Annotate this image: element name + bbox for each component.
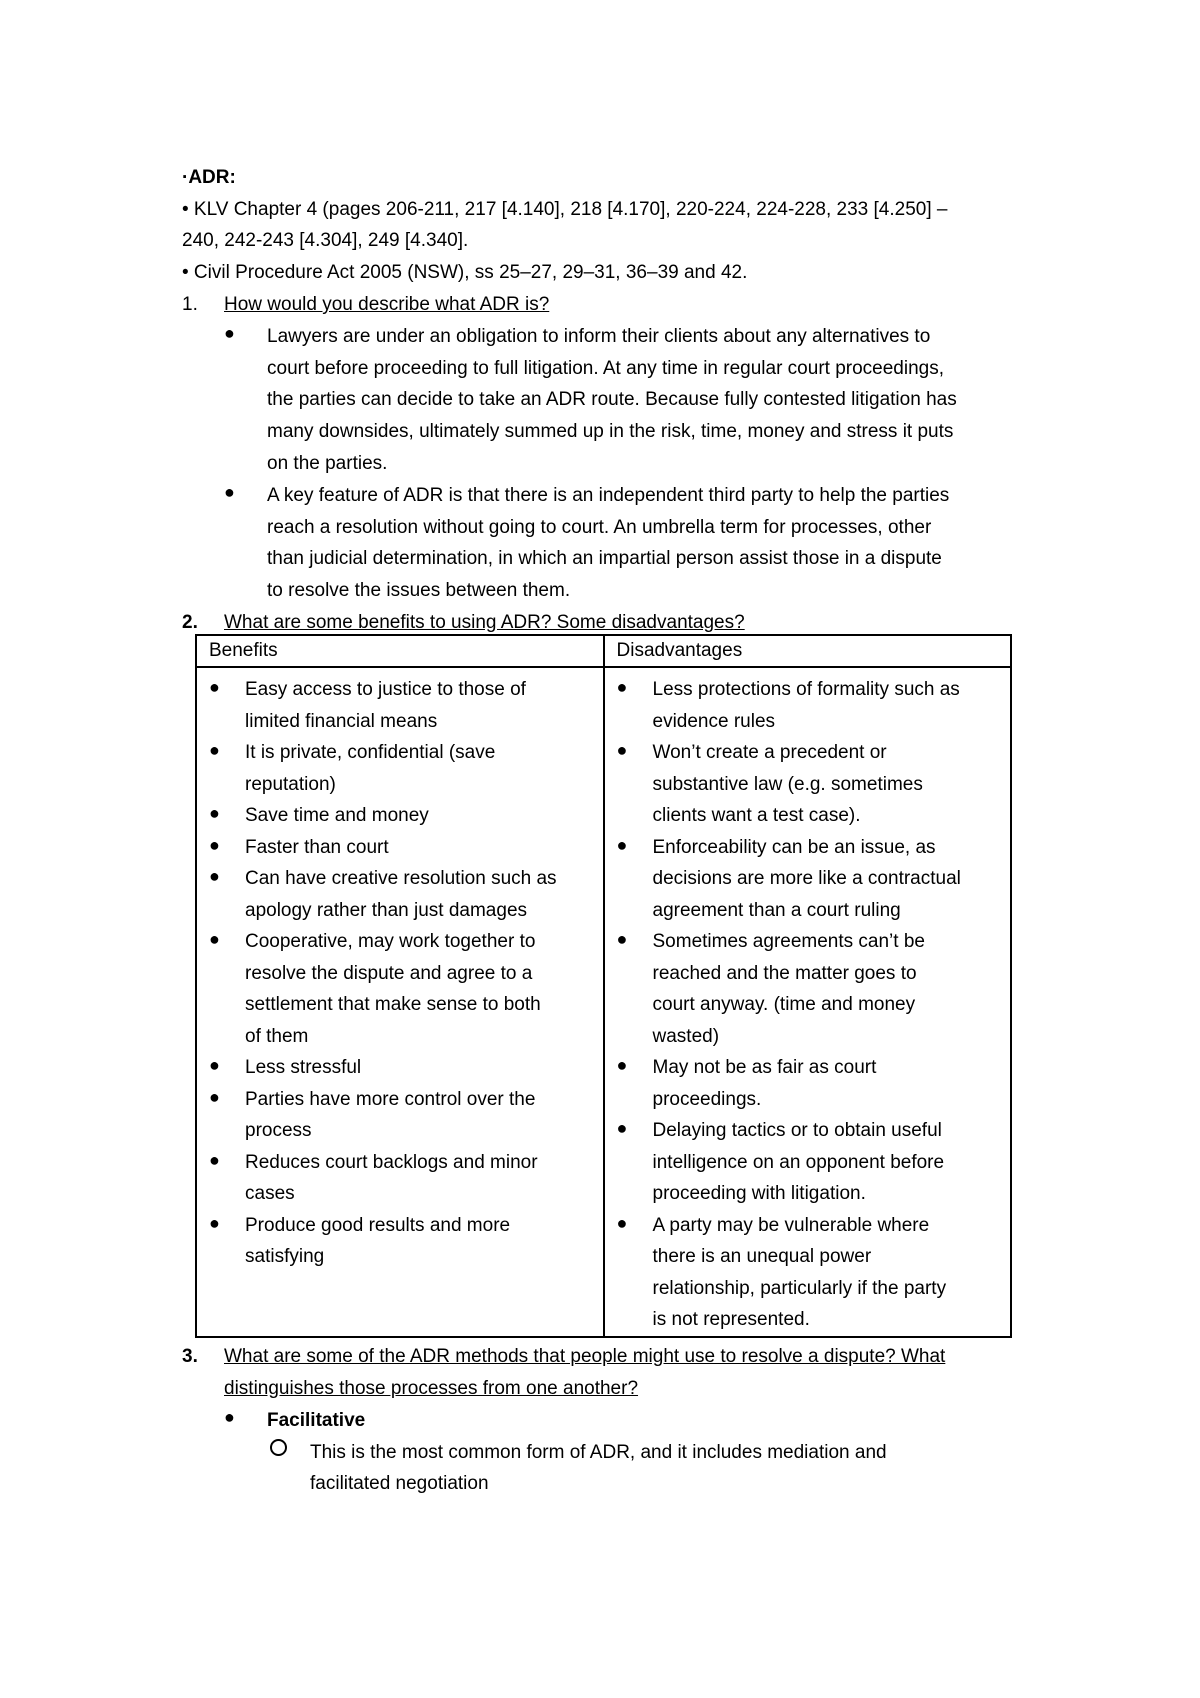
reading-line-3: • Civil Procedure Act 2005 (NSW), ss 25–27, 29–31, 36–39 and 42.: [182, 262, 748, 283]
disadvantages-item-line: Won’t create a precedent or: [652, 742, 887, 763]
disadvantages-item-line: proceedings.: [652, 1088, 762, 1110]
benefits-item: [197, 800, 603, 832]
disadvantages-header-cell: [604, 635, 1012, 667]
bullet-icon: ●: [616, 1055, 628, 1075]
benefits-header: Benefits: [209, 640, 278, 661]
disadvantages-item-line: is not represented.: [652, 1309, 810, 1330]
bullet-icon: ●: [224, 482, 235, 502]
q1-b1-line5: on the parties.: [267, 453, 388, 474]
disadvantages-item: [605, 1115, 1011, 1210]
bullet-icon: ●: [616, 740, 628, 760]
q1-b2-line1: A key feature of ADR is that there is an independent third party to help the parties: [267, 485, 950, 506]
benefits-cell: [196, 667, 604, 1337]
benefits-item-line: reputation): [245, 773, 336, 795]
benefits-item-line: It is private, confidential (save: [245, 742, 496, 763]
bullet-icon: ●: [209, 803, 220, 823]
disadvantages-item-line: Less protections of formality such as: [652, 679, 960, 700]
bullet-icon: ●: [616, 677, 628, 697]
disadvantages-list: [605, 668, 1011, 1336]
benefits-item-line: cases: [245, 1183, 295, 1204]
q1-question: How would you describe what ADR is?: [224, 294, 550, 315]
reading-line-1: • KLV Chapter 4 (pages 206-211, 217 [4.140], 218 [4.170], 220-224, 224-228, 233 [4.250] –: [182, 199, 948, 220]
q3-question-line1: What are some of the ADR methods that people might use to resolve a dispute? What: [224, 1346, 946, 1367]
bullet-icon: ●: [209, 1086, 220, 1107]
benefits-item: [197, 863, 603, 926]
benefits-item-line: satisfying: [245, 1246, 325, 1267]
benefits-item: [197, 926, 603, 1052]
benefits-header-cell: [196, 635, 604, 667]
disadvantages-item-line: wasted): [652, 1025, 720, 1047]
disadvantages-item-line: there is an unequal power: [652, 1246, 872, 1267]
q1-b2-line2: reach a resolution without going to court. An umbrella term for processes, other: [267, 517, 932, 538]
disadvantages-item-line: Delaying tactics or to obtain useful: [652, 1120, 942, 1141]
q3-question-line2: distinguishes those processes from one another?: [224, 1378, 639, 1399]
bullet-icon: ●: [224, 323, 235, 343]
bullet-icon: ●: [616, 929, 628, 949]
disadvantages-item: [605, 674, 1011, 737]
bullet-icon: ●: [209, 1212, 220, 1233]
benefits-item-line: limited financial means: [245, 710, 438, 732]
benefits-item-line: Faster than court: [245, 836, 389, 858]
bullet-icon: ●: [209, 834, 220, 855]
benefits-list: [197, 668, 603, 1273]
q1-b1-line4: many downsides, ultimately summed up in the risk, time, money and stress it puts: [267, 421, 954, 442]
bullet-icon: ●: [224, 1407, 235, 1427]
hollow-circle-bullet-icon: [270, 1439, 287, 1456]
benefits-item-line: Can have creative resolution such as: [245, 868, 557, 889]
disadvantages-item: [605, 1052, 1011, 1115]
q3-number: 3.: [182, 1346, 198, 1367]
q1-b1-line1: Lawyers are under an obligation to inform their clients about any alternatives to: [267, 326, 931, 347]
q1-b1-line3: the parties can decide to take an ADR route. Because fully contested litigation has: [267, 389, 957, 410]
bullet-icon: ●: [209, 677, 220, 697]
bullet-icon: ●: [209, 866, 220, 886]
benefits-item-line: of them: [245, 1025, 309, 1047]
benefits-item: [197, 737, 603, 800]
q2-question: What are some benefits to using ADR? Some disadvantages?: [224, 612, 745, 633]
disadvantages-item-line: agreement than a court ruling: [652, 899, 901, 921]
disadvantages-item: [605, 926, 1011, 1052]
disadvantages-item-line: intelligence on an opponent before: [652, 1151, 945, 1173]
bullet-icon: ●: [209, 1149, 220, 1170]
benefits-item-line: Cooperative, may work together to: [245, 931, 536, 952]
benefits-item-line: settlement that make sense to both: [245, 994, 541, 1015]
bullet-icon: ●: [209, 1055, 220, 1075]
benefits-item-line: Save time and money: [245, 805, 429, 826]
benefits-item-line: apology rather than just damages: [245, 899, 528, 921]
benefits-item: [197, 1084, 603, 1147]
benefits-item: [197, 832, 603, 864]
method-desc-line1: This is the most common form of ADR, and it includes mediation and: [310, 1442, 887, 1463]
disadvantages-item-line: reached and the matter goes to: [652, 962, 917, 984]
bullet-icon: ●: [616, 834, 628, 855]
benefits-item: [197, 674, 603, 737]
disadvantages-item-line: Sometimes agreements can’t be: [652, 931, 925, 952]
benefits-item-line: Less stressful: [245, 1057, 362, 1078]
disadvantages-item-line: Enforceability can be an issue, as: [652, 836, 936, 858]
disadvantages-item: [605, 1210, 1011, 1336]
disadvantages-item-line: decisions are more like a contractual: [652, 868, 961, 889]
benefits-item-line: Easy access to justice to those of: [245, 679, 526, 700]
method-facilitative: Facilitative: [267, 1410, 366, 1431]
bullet-icon: ●: [209, 929, 220, 949]
disadvantages-item-line: May not be as fair as court: [652, 1057, 877, 1078]
q1-b2-line4: to resolve the issues between them.: [267, 580, 571, 601]
method-desc-line2: facilitated negotiation: [310, 1473, 489, 1494]
bullet-icon: ●: [209, 740, 220, 760]
benefits-disadvantages-table: [195, 634, 1012, 1338]
benefits-item-line: process: [245, 1120, 312, 1141]
benefits-item-line: Parties have more control over the: [245, 1088, 536, 1110]
benefits-item-line: resolve the dispute and agree to a: [245, 962, 533, 984]
disadvantages-item-line: A party may be vulnerable where: [652, 1214, 930, 1236]
benefits-item-line: Reduces court backlogs and minor: [245, 1151, 538, 1173]
disadvantages-cell: [604, 667, 1012, 1337]
disadvantages-item-line: court anyway. (time and money: [652, 994, 916, 1015]
q1-b1-line2: court before proceeding to full litigation. At any time in regular court proceedings,: [267, 358, 944, 379]
benefits-item: [197, 1147, 603, 1210]
benefits-item: [197, 1052, 603, 1084]
reading-line-2: 240, 242-243 [4.304], 249 [4.340].: [182, 230, 469, 251]
disadvantages-item-line: substantive law (e.g. sometimes: [652, 773, 923, 795]
disadvantages-item: [605, 737, 1011, 832]
disadvantages-item: [605, 832, 1011, 927]
disadvantages-item-line: relationship, particularly if the party: [652, 1277, 947, 1299]
benefits-item-line: Produce good results and more: [245, 1214, 511, 1236]
disadvantages-item-line: evidence rules: [652, 710, 776, 732]
disadvantages-item-line: clients want a test case).: [652, 805, 861, 826]
benefits-item: [197, 1210, 603, 1273]
bullet-icon: ●: [616, 1212, 628, 1233]
disadvantages-header: Disadvantages: [616, 640, 743, 661]
doc-title: ·ADR:: [182, 167, 236, 188]
q1-b2-line3: than judicial determination, in which an impartial person assist those in a dispute: [267, 548, 942, 569]
q2-number: 2.: [182, 612, 198, 633]
bullet-icon: ●: [616, 1118, 628, 1138]
disadvantages-item-line: proceeding with litigation.: [652, 1183, 866, 1204]
q1-number: 1.: [182, 294, 198, 315]
